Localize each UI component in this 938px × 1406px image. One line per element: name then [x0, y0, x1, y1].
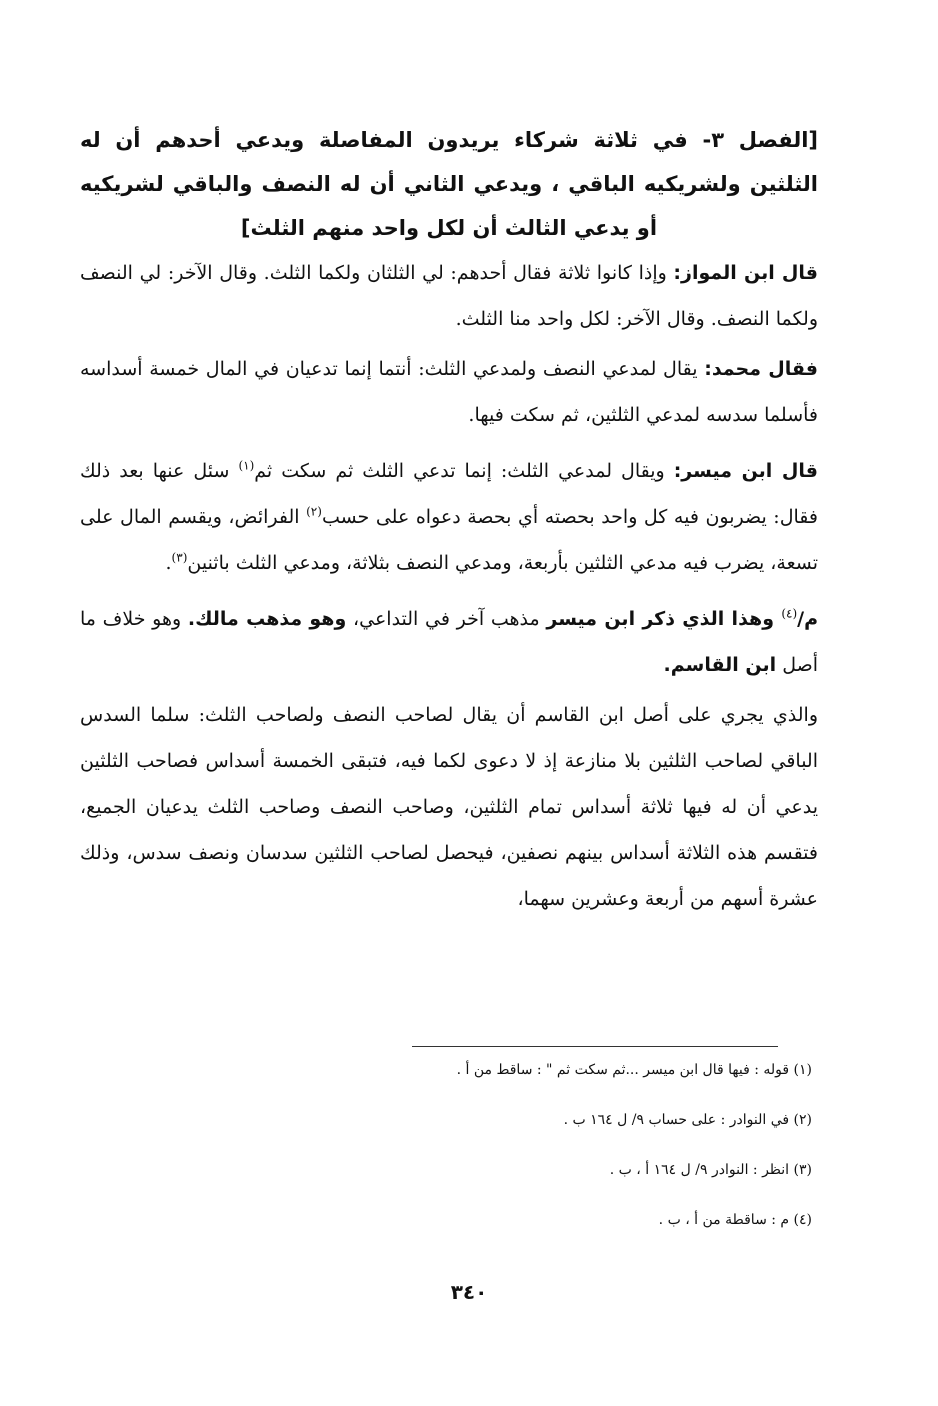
paragraph-end: . — [165, 552, 172, 574]
body-text — [80, 250, 818, 926]
speaker-label: فقال محمد: — [704, 358, 818, 380]
paragraph-text: ويقال لمدعي الثلث: إنما تدعي الثلث ثم سكت ثم — [254, 460, 674, 482]
manuscript-mark: م/ — [797, 608, 819, 630]
paragraph-text: سئل عنها بعد ذلك فقال: يضربون فيه كل واحد بحصته أي بحصة دعواه على حسب — [80, 460, 818, 528]
emphasis-text: وهو مذهب مالك. — [187, 608, 347, 630]
paragraph-text: وهو خلاف ما أصل — [80, 608, 818, 676]
footnote-ref-3: (٣) — [171, 550, 188, 565]
emphasis-text: ابن القاسم. — [663, 654, 777, 676]
paragraph-text: الفرائض، ويقسم المال على تسعة، يضرب فيه مدعي الثلثين بأربعة، ومدعي النصف بثلاثة، ومدعي الثلث باثنين — [80, 506, 818, 574]
footnote-4: (٤) م : ساقطة من أ ، ب . — [658, 1212, 812, 1228]
paragraph-text: يقال لمدعي النصف ولمدعي الثلث: أنتما إنما تدعيان في المال خمسة أسداسه فأسلما سدسه لمدعي الثلثين، ثم سكت فيها. — [80, 358, 818, 426]
speaker-label: قال ابن المواز: — [673, 262, 818, 284]
paragraph-ibn-al-mawwaz — [80, 250, 818, 342]
footnote-2: (٢) في النوادر : على حساب ٩/ ل ١٦٤ ب . — [563, 1112, 812, 1128]
page-number: ٣٤٠ — [450, 1280, 488, 1304]
speaker-label: قال ابن ميسر: — [673, 460, 818, 482]
paragraph-ibn-muyassar — [80, 448, 818, 586]
paragraph-madhhab-malik — [80, 596, 818, 688]
paragraph-muhammad — [80, 346, 818, 438]
footnotes — [80, 1060, 812, 1260]
footnote-ref-2: (٢) — [306, 504, 322, 519]
paragraph-text: والذي يجري على أصل ابن القاسم أن يقال لصاحب النصف ولصاحب الثلث: سلما السدس الباقي لصاحب الثلثين بلا منازعة إذ لا دعوى لكما فيه، فتبقى الخمسة أسداس فصاحب الثلثين يدعي أن له فيها ثلاثة أسداس تمام الثلثين، وصاحب النصف وصاحب الثلث يدعيان الجميع، فتقسم هذه الثلاثة أسداس بينهم نصفين، فيحصل لصاحب الثلثين سدسان ونصف سدس، وذلك عشرة أسهم من أربعة وعشرين سهما، — [80, 704, 818, 910]
paragraph-text: وإذا كانوا ثلاثة فقال أحدهم: لي الثلثان ولكما الثلث. وقال الآخر: لي النصف ولكما النصف. وقال الآخر: لكل واحد منا الثلث. — [80, 262, 818, 330]
footnote-3: (٣) انظر : النوادر ٩/ ل ١٦٤ أ ، ب . — [609, 1162, 812, 1178]
chapter-heading: [الفصل ٣- في ثلاثة شركاء يريدون المفاصلة ويدعي أحدهم أن له الثلثين ولشريكيه الباقي ، ويدعي الثاني أن له النصف والباقي لشريكيه أو يدعي الثالث أن لكل واحد منهم الثلث] — [80, 128, 819, 240]
footnote-ref-4: (٤) — [781, 606, 798, 621]
emphasis-text: وهذا الذي ذكر ابن ميسر — [546, 608, 782, 630]
footnote-divider — [412, 1046, 778, 1047]
paragraph-ibn-al-qasim — [80, 692, 818, 922]
paragraph-text: مذهب آخر في التداعي، — [346, 608, 547, 630]
footnote-1: (١) قوله : فيها قال ابن ميسر ...ثم سكت ثم " : ساقط من أ . — [456, 1062, 812, 1078]
footnote-ref-1: (١) — [238, 458, 255, 473]
